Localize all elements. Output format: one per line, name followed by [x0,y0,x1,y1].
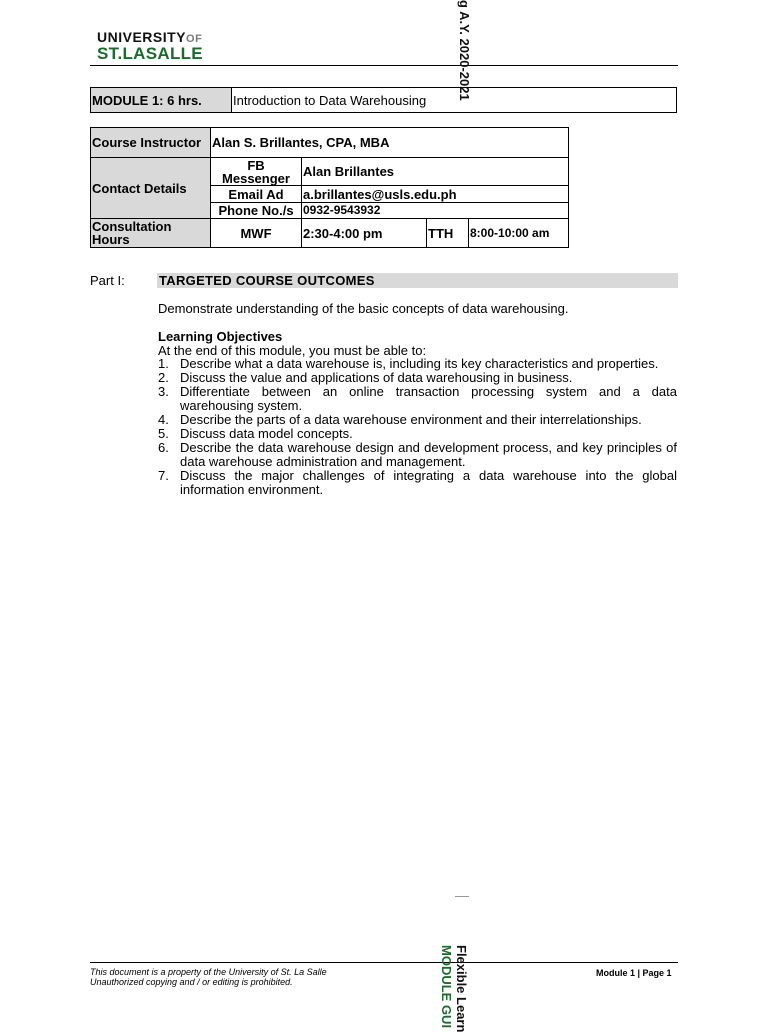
email-value: a.brillantes@usls.edu.ph [302,186,569,203]
fb-messenger-label: FB Messenger [211,158,302,186]
consultation-hours-label: Consultation Hours [91,219,211,248]
logo-line-st-lasalle: ST.LASALLE [97,44,203,63]
module-label: MODULE 1: 6 hrs. [91,88,232,113]
tth-label: TTH [427,219,469,248]
part-title: TARGETED COURSE OUTCOMES [159,273,375,288]
tth-time: 8:00-10:00 am [469,219,569,248]
module-title: Introduction to Data Warehousing [232,88,677,113]
list-item: 5. Discuss data model concepts. [158,426,353,441]
footer-page-number: Module 1 | Page 1 [596,968,672,978]
course-outcome: Demonstrate understanding of the basic concepts of data warehousing. [158,301,569,316]
list-item: 4. Describe the parts of a data warehouse environment and their interrelationships. [158,412,642,427]
list-item: 2. Discuss the value and applications of data warehousing in business. [158,370,573,385]
learning-objectives-heading: Learning Objectives [158,329,283,344]
university-logo [97,30,203,62]
footer-divider [90,962,678,963]
contact-details-label: Contact Details [91,158,211,219]
logo-line-university: UNIVERSITYOF [97,29,203,45]
instructor-value: Alan S. Brillantes, CPA, MBA [211,128,569,158]
email-label: Email Ad [211,186,302,203]
list-item: 6. Describe the data warehouse design and development process, and key principles of data warehouse administration and management. [158,440,677,469]
list-item: 7. Discuss the major challenges of integrating a data warehouse into the global information environment. [158,468,677,497]
phone-value: 0932-9543932 [302,203,569,219]
mwf-label: MWF [211,219,302,248]
learning-objectives-intro: At the end of this module, you must be able to: [158,343,427,358]
instructor-label: Course Instructor [91,128,211,158]
mwf-time: 2:30-4:00 pm [302,219,427,248]
margin-vertical-text-top: g A.Y. 2020-2021 [457,0,472,101]
part-label: Part I: [90,273,125,288]
list-item: 1. Describe what a data warehouse is, including its key characteristics and properties. [158,356,659,371]
list-item: 3. Differentiate between an online transaction processing system and a data warehousing system. [158,384,677,413]
margin-vertical-text-bottom: Flexible Learn MODULE GUI [439,945,469,1032]
instructor-info-table [90,127,569,248]
footer-copyright: This document is a property of the University of St. La Salle Unauthorized copying and / or editing is prohibited. [90,967,327,987]
module-header-table [90,87,677,113]
header-divider [90,65,678,66]
phone-label: Phone No./s [211,203,302,219]
learning-objectives-list [158,357,677,497]
fb-messenger-value: Alan Brillantes [302,158,569,186]
small-dash-mark [455,896,469,897]
